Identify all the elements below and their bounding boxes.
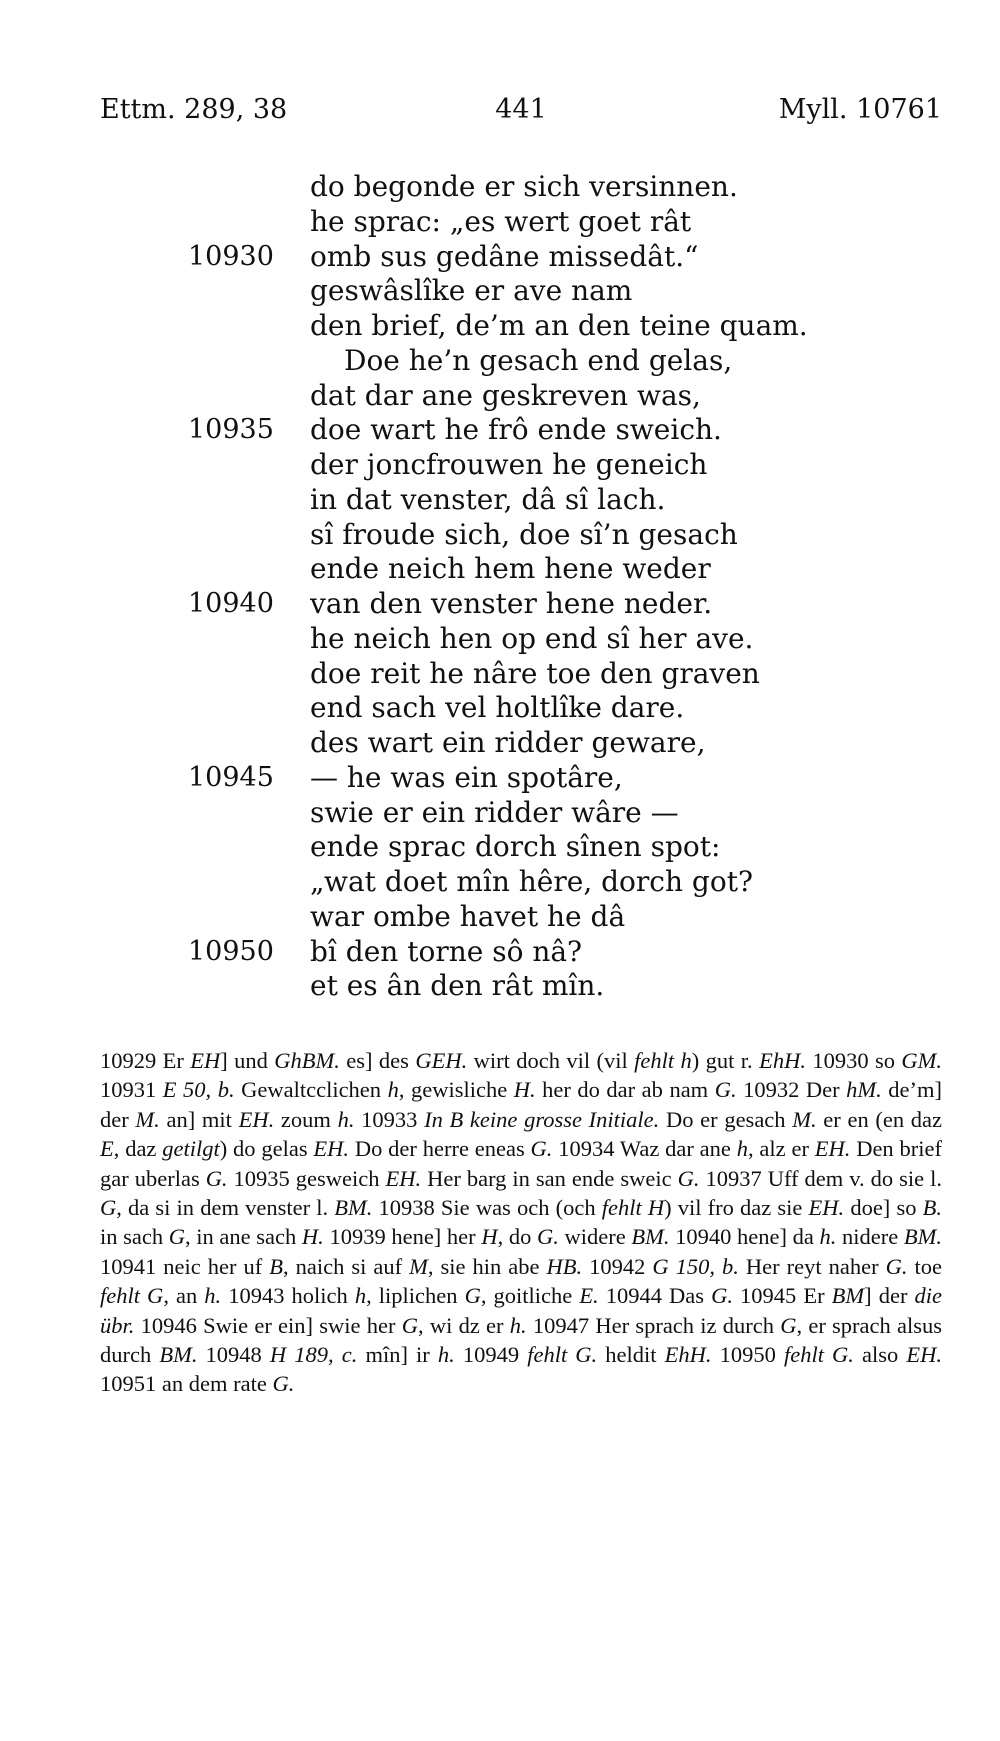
note-text: 10939 hene] her: [323, 1224, 482, 1250]
verse-text: he sprac: „es wert goet rât: [310, 204, 692, 238]
note-text: 10945 Er: [732, 1283, 832, 1309]
note-siglum: EH.: [814, 1136, 851, 1162]
verse-line: [0, 865, 1000, 900]
note-text: her do dar ab nam: [535, 1077, 715, 1103]
note-text: de’m] der: [100, 1077, 943, 1132]
note-text: mîn] ir: [357, 1342, 438, 1368]
note-siglum: EH.: [313, 1136, 350, 1162]
verse-line: [0, 413, 1000, 448]
note-text: in sach: [100, 1224, 169, 1250]
note-text: 10942: [582, 1253, 653, 1279]
note-siglum: h.: [819, 1224, 837, 1250]
note-text: 10947 Her sprach iz durch: [526, 1312, 781, 1338]
note-siglum: E.: [579, 1283, 599, 1309]
note-text: es] des: [339, 1048, 416, 1073]
note-text: doe] so: [844, 1195, 923, 1221]
note-text: 10934 Waz dar ane: [552, 1136, 737, 1162]
note-siglum: BM.: [334, 1195, 373, 1221]
note-text: , alz er: [747, 1136, 815, 1162]
note-text: er en (en daz: [816, 1106, 943, 1132]
verse-line: [0, 622, 1000, 657]
note-text: Gewaltcclichen: [234, 1077, 388, 1103]
note-siglum: fehlt G.: [527, 1342, 598, 1368]
note-siglum: G: [780, 1312, 797, 1338]
verse-line: [0, 170, 1000, 205]
note-siglum: hM.: [846, 1077, 882, 1103]
note-text: 10932 Der: [736, 1077, 847, 1103]
note-text: 10929 Er: [100, 1048, 191, 1073]
note-siglum: G.: [530, 1136, 553, 1162]
note-siglum: fehlt H: [601, 1195, 665, 1221]
note-siglum: G.: [677, 1165, 700, 1191]
note-text: 10946 Swie er ein] swie her: [134, 1312, 402, 1338]
verse-text: ende neich hem hene weder: [310, 552, 711, 586]
note-text: widere: [558, 1224, 632, 1250]
note-siglum: G.: [711, 1283, 733, 1309]
header-right-reference: Myll. 10761: [778, 94, 942, 125]
note-siglum: BM.: [159, 1342, 198, 1368]
note-text: ) do gelas: [219, 1136, 314, 1162]
note-siglum: GM.: [901, 1048, 943, 1073]
page-number: 441: [495, 94, 547, 125]
note-text: 10938 Sie was och (och: [372, 1195, 602, 1221]
note-siglum: G.: [536, 1224, 559, 1250]
note-siglum: BM.: [631, 1224, 670, 1250]
note-siglum: fehlt G: [100, 1283, 164, 1309]
note-siglum: G: [100, 1195, 117, 1221]
verse-text: geswâslîke er ave nam: [310, 274, 633, 308]
verse-number: 10950: [188, 935, 274, 967]
note-text: 10949: [454, 1342, 528, 1368]
note-siglum: h.: [509, 1312, 527, 1338]
note-siglum: die übr.: [100, 1283, 942, 1338]
note-text: 10950: [711, 1342, 784, 1368]
verse-line: [0, 726, 1000, 761]
verse-text: omb sus gedâne missedât.“: [310, 239, 699, 273]
verse-line: [0, 309, 1000, 344]
note-text: , liplichen: [366, 1283, 465, 1309]
note-text: 10940 hene] da: [669, 1224, 820, 1250]
note-text: 10943 holich: [221, 1283, 355, 1309]
note-text: , in ane sach: [185, 1224, 302, 1250]
note-text: , da si in dem venster l.: [116, 1195, 335, 1221]
note-siglum: HB.: [546, 1253, 583, 1279]
verse-line: [0, 379, 1000, 414]
note-siglum: EhH.: [664, 1342, 712, 1368]
verse-line: [0, 900, 1000, 935]
note-siglum: G.: [885, 1253, 908, 1279]
note-text: , do: [497, 1224, 537, 1250]
verse-text: et es ân den rât mîn.: [310, 969, 605, 1003]
note-text: nidere: [836, 1224, 904, 1250]
note-text: , goitliche: [480, 1283, 580, 1309]
verse-text: — he was ein spotâre,: [310, 760, 623, 794]
note-text: 10944 Das: [598, 1283, 712, 1309]
verse-line: [0, 483, 1000, 518]
note-text: also: [853, 1342, 907, 1368]
verse-text: ende sprac dorch sînen spot:: [310, 830, 721, 864]
verse-line: [0, 240, 1000, 275]
note-text: 10935 gesweich: [227, 1165, 386, 1191]
verse-text: sî froude sich, doe sî’n gesach: [310, 517, 738, 551]
note-siglum: G.: [714, 1077, 737, 1103]
verse-text: do begonde er sich versinnen.: [310, 170, 738, 203]
verse-text: den brief, de’m an den teine quam.: [310, 309, 808, 342]
verse-line: [0, 587, 1000, 622]
note-text: , er sprach alsus durch: [100, 1312, 943, 1368]
note-siglum: fehlt G.: [783, 1342, 854, 1368]
note-siglum: EH.: [385, 1165, 422, 1191]
note-siglum: M.: [135, 1106, 160, 1132]
verse-line: [0, 969, 1000, 1004]
note-siglum: h: [354, 1283, 367, 1309]
verse-text: „wat doet mîn hêre, dorch got?: [310, 865, 753, 898]
note-siglum: EhH.: [759, 1048, 806, 1073]
note-text: wirt doch vil (vil: [467, 1048, 635, 1073]
note-siglum: M.: [792, 1106, 817, 1132]
note-siglum: BM: [831, 1283, 865, 1309]
verse-line: [0, 657, 1000, 692]
verse-line: [0, 518, 1000, 553]
verse-text: war ombe havet he dâ: [310, 899, 626, 933]
note-siglum: getilgt: [162, 1136, 220, 1162]
verse-text: doe reit he nâre toe den graven: [310, 656, 760, 690]
note-siglum: GhBM.: [274, 1048, 340, 1073]
note-siglum: H.: [513, 1077, 536, 1103]
note-siglum: EH.: [906, 1342, 942, 1368]
verse-text: swie er ein ridder wâre —: [310, 795, 679, 829]
note-siglum: G 150, b.: [652, 1253, 739, 1279]
note-text: Den brief gar uberlas: [100, 1136, 942, 1191]
header-left-reference: Ettm. 289, 38: [100, 94, 288, 125]
verse-line: [0, 761, 1000, 796]
note-siglum: H: [481, 1224, 498, 1250]
note-siglum: EH.: [238, 1106, 275, 1132]
note-siglum: M: [409, 1253, 428, 1279]
verse-text: der joncfrouwen he geneich: [310, 448, 708, 481]
note-text: ] der: [864, 1283, 915, 1309]
verse-text: Doe he’n gesach end gelas,: [344, 343, 733, 377]
verse-text: van den venster hene neder.: [310, 587, 713, 620]
verse-text: in dat venster, dâ sî lach.: [310, 482, 666, 516]
verse-line: [0, 691, 1000, 726]
note-siglum: BM.: [903, 1224, 943, 1250]
note-siglum: E 50, b.: [162, 1077, 235, 1103]
note-text: ] und: [220, 1048, 275, 1073]
running-header: [100, 94, 942, 134]
note-siglum: GEH.: [415, 1048, 468, 1073]
note-siglum: G.: [272, 1371, 295, 1397]
note-text: Do der herre eneas: [349, 1136, 531, 1162]
verse-line: [0, 344, 1000, 379]
note-siglum: EH: [190, 1048, 221, 1073]
verse-number: 10940: [188, 588, 274, 619]
note-text: 10951 an dem rate: [100, 1371, 273, 1397]
note-text: , wi dz er: [417, 1312, 510, 1338]
verse-text: he neich hen op end sî her ave.: [310, 621, 754, 655]
verse-text: end sach vel holtlîke dare.: [310, 691, 685, 725]
note-siglum: G.: [205, 1165, 228, 1191]
verse-line: [0, 796, 1000, 831]
note-text: 10930 so: [805, 1048, 902, 1073]
note-siglum: h: [736, 1136, 748, 1162]
verse-block: [0, 170, 1000, 1004]
verse-line: [0, 448, 1000, 483]
verse-number: 10945: [188, 761, 274, 793]
note-text: , naich si auf: [282, 1253, 410, 1279]
note-siglum: E: [100, 1136, 114, 1162]
verse-text: doe wart he frô ende sweich.: [310, 413, 722, 447]
verse-line: [0, 830, 1000, 865]
verse-number: 10935: [188, 414, 274, 446]
note-text: 10937 Uff dem v. do sie l.: [699, 1165, 943, 1191]
verse-text: dat dar ane geskreven was,: [310, 378, 701, 412]
note-siglum: h.: [437, 1342, 455, 1368]
note-siglum: G: [464, 1283, 481, 1309]
note-siglum: H.: [301, 1224, 324, 1250]
note-text: , an: [163, 1283, 205, 1309]
note-text: 10941 neic her uf: [100, 1253, 270, 1279]
verse-line: [0, 274, 1000, 309]
note-text: Her barg in san ende sweic: [421, 1165, 678, 1191]
verse-line: [0, 552, 1000, 587]
verse-line: [0, 935, 1000, 970]
note-siglum: EH.: [808, 1195, 845, 1221]
note-siglum: B: [269, 1253, 283, 1279]
note-text: zoum: [274, 1106, 338, 1132]
note-siglum: h: [387, 1077, 399, 1103]
note-text: an] mit: [159, 1106, 239, 1132]
note-text: 10948: [197, 1342, 270, 1368]
note-text: Her reyt naher: [738, 1253, 886, 1279]
note-text: 10933: [354, 1106, 425, 1132]
verse-line: [0, 205, 1000, 240]
critical-apparatus: [100, 1046, 942, 1399]
note-text: , sie hin abe: [427, 1253, 547, 1279]
note-text: , gewisliche: [398, 1077, 514, 1103]
note-text: toe: [907, 1253, 943, 1279]
verse-number: 10930: [188, 240, 274, 272]
note-text: 10931: [100, 1077, 163, 1103]
note-siglum: B.: [922, 1195, 942, 1221]
verse-text: des wart ein ridder geware,: [310, 726, 706, 759]
note-text: Do er gesach: [659, 1106, 793, 1132]
note-text: ) gut r.: [691, 1048, 760, 1073]
verse-text: bî den torne sô nâ?: [310, 934, 583, 968]
note-siglum: In B keine grosse Initiale.: [424, 1106, 660, 1132]
note-text: ) vil fro daz sie: [664, 1195, 809, 1221]
note-text: , daz: [113, 1136, 163, 1162]
note-siglum: h.: [204, 1283, 222, 1309]
note-siglum: G: [168, 1224, 186, 1250]
note-siglum: G: [401, 1312, 418, 1338]
note-siglum: fehlt h: [634, 1048, 692, 1073]
note-text: heldit: [597, 1342, 665, 1368]
note-siglum: H 189, c.: [269, 1342, 358, 1368]
note-siglum: h.: [337, 1106, 355, 1132]
